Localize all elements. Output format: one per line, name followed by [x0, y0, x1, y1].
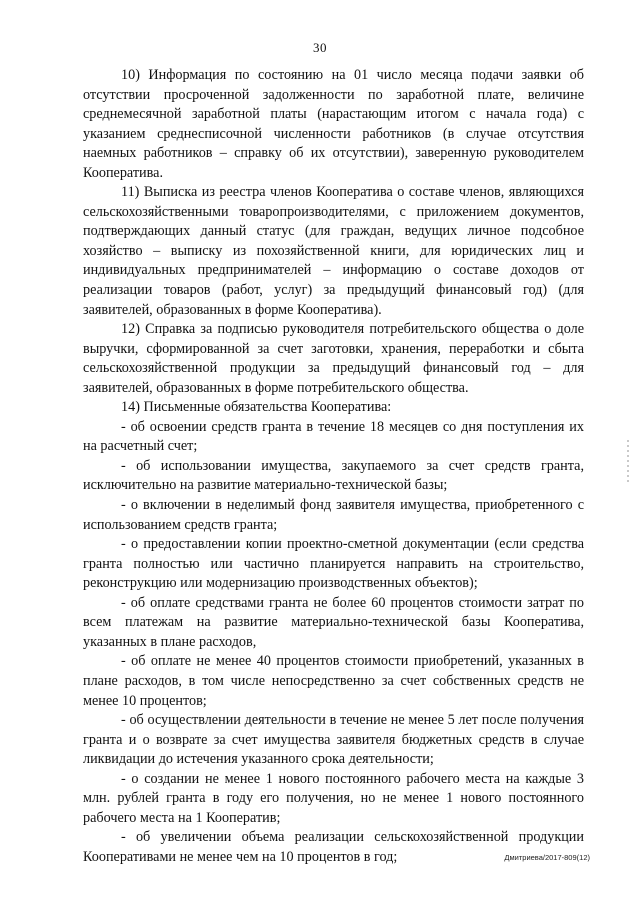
- scan-edge-mark: [627, 440, 629, 482]
- obligation-list-item: - об освоении средств гранта в течение 18 месяцев со дня поступления их на расчетный счет;: [83, 418, 584, 455]
- obligation-list-item: - об увеличении объема реализации сельскохозяйственной продукции Кооперативами не менее чем на 10 процентов в год;: [83, 829, 584, 865]
- obligation-list-item: - об осуществлении деятельности в течение не менее 5 лет после получения гранта и о возврате за счет имущества заявителя бюджетных средств в случае ликвидации до истечения указанного срока деятельности;: [83, 712, 584, 768]
- paragraph-10-wage-info: 10) Информация по состоянию на 01 число месяца подачи заявки об отсутствии просроченной задолженности по заработной плате, величине среднемесячной заработной платы (нарастающим итогом с начала года) с указанием среднесписочной численности работников (в случае отсутствия наемных работников – справку об их отсутствии), заверенную руководителем Кооператива.: [83, 67, 584, 181]
- obligation-list-item: - об использовании имущества, закупаемого за счет средств гранта, исключительно на развитие материально-технической базы;: [83, 457, 584, 494]
- page-number: 30: [313, 40, 327, 55]
- obligation-list-item: - о создании не менее 1 нового постоянного рабочего места на каждые 3 млн. рублей гранта в году его получения, но не менее 1 нового постоянного рабочего места на 1 Кооператив;: [83, 770, 584, 826]
- paragraph-14-obligations-heading: 14) Письменные обязательства Кооператива:: [121, 399, 392, 416]
- obligation-list-item: - о предоставлении копии проектно-сметной документации (если средства гранта полностью или частично планируется направить на строительство, реконструкцию или модернизацию производственных объектов);: [83, 536, 584, 592]
- obligation-list-item: - об оплате не менее 40 процентов стоимости приобретений, указанных в плане расходов, в том числе непосредственно за счет собственных средств не менее 10 процентов;: [83, 653, 584, 709]
- document-body: [83, 66, 584, 867]
- obligation-list-item: - об оплате средствами гранта не более 60 процентов стоимости затрат по всем платежам на развитие материально-технической базы Кооператива, указанных в плане расходов,: [83, 594, 584, 650]
- document-footer-code: Дмитриева/2017-809(12): [504, 853, 590, 862]
- paragraph-12-revenue-certificate: 12) Справка за подписью руководителя потребительского общества о доле выручки, сформированной за счет заготовки, хранения, переработки и сбыта сельскохозяйственной продукции за предыдущий финансовый год – для заявителей, образованных в форме потребительского общества.: [83, 321, 584, 396]
- paragraph-11-members-registry: 11) Выписка из реестра членов Кооператива о составе членов, являющихся сельскохозяйственными товаропроизводителями, с приложением документов, подтверждающих данный статус (для граждан, ведущих личное подсобное хозяйство – выписку из похозяйственной книги, для юридических лиц и индивидуальных предпринимателей – информацию о составе доходов от реализации товаров (работ, услуг) за предыдущий финансовый год) (для заявителей, образованных в форме Кооператива).: [83, 184, 584, 318]
- obligation-list-item: - о включении в неделимый фонд заявителя имущества, приобретенного с использованием средств гранта;: [83, 497, 584, 533]
